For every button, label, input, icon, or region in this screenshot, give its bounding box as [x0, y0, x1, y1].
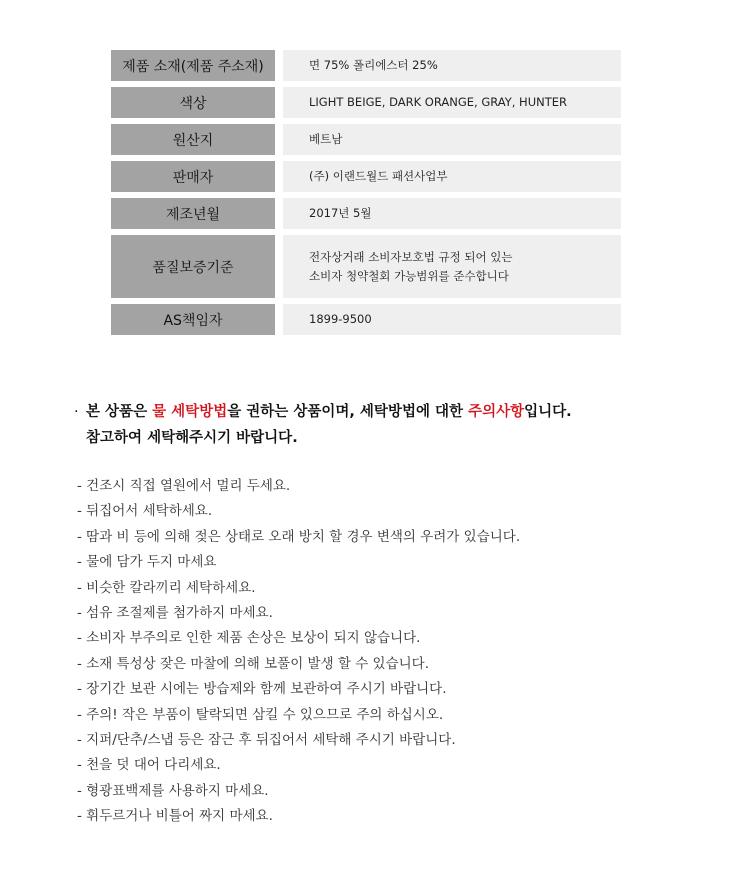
notice-headline-line-1 [74, 399, 694, 425]
notice-bullet: · [74, 404, 79, 420]
spec-value-line: 2017년 5월 [309, 206, 372, 220]
spec-row-as-contact [111, 304, 621, 335]
spec-row-material [111, 50, 621, 81]
notice-text: 입니다. [524, 404, 572, 420]
spec-value [283, 50, 621, 81]
washing-notice [74, 399, 694, 451]
spec-value [283, 161, 621, 192]
spec-label: 제조년월 [111, 198, 275, 229]
list-item: - 장기간 보관 시에는 방습제와 함께 보관하여 주시기 바랍니다. [77, 681, 447, 698]
list-item: - 주의! 작은 부품이 탈락되면 삼킬 수 있으므로 주의 하십시오. [77, 706, 444, 723]
list-item: - 땀과 비 등에 의해 젖은 상태로 오래 방치 할 경우 변색의 우려가 있습니다. [77, 528, 521, 545]
notice-highlight-caution: 주의사항 [468, 404, 525, 420]
spec-row-origin [111, 124, 621, 155]
list-item: - 지퍼/단추/스냅 등은 잠근 후 뒤집어서 세탁해 주시기 바랍니다. [77, 731, 456, 748]
notice-highlight-wash-method: 물 세탁방법 [152, 404, 228, 420]
list-item: - 물에 담가 두지 마세요 [77, 554, 217, 571]
list-item: - 섬유 조절제를 첨가하지 마세요. [77, 604, 273, 621]
notice-text: 본 상품은 [86, 404, 153, 420]
spec-value-line: 1899-9500 [309, 312, 372, 326]
spec-value [283, 235, 621, 298]
notice-headline-line-2: 참고하여 세탁해주시기 바랍니다. [86, 430, 298, 446]
spec-row-color [111, 87, 621, 118]
list-item: - 천을 덧 대어 다리세요. [77, 757, 221, 774]
list-item: - 소재 특성상 잦은 마찰에 의해 보풀이 발생 할 수 있습니다. [77, 655, 430, 672]
spec-value-line: (주) 이랜드월드 패션사업부 [309, 169, 448, 183]
spec-row-manufacture-date [111, 198, 621, 229]
spec-row-seller [111, 161, 621, 192]
spec-value [283, 124, 621, 155]
product-spec-table [111, 50, 621, 341]
spec-value [283, 304, 621, 335]
spec-label: 제품 소재(제품 주소재) [111, 50, 275, 81]
list-item: - 건조시 직접 열원에서 멀리 두세요. [77, 478, 291, 494]
spec-label: 품질보증기준 [111, 235, 275, 298]
spec-value-line: LIGHT BEIGE, DARK ORANGE, GRAY, HUNTER [309, 95, 568, 109]
list-item: - 소비자 부주의로 인한 제품 손상은 보상이 되지 않습니다. [77, 630, 421, 647]
list-item: - 비슷한 칼라끼리 세탁하세요. [77, 579, 256, 596]
list-item: - 형광표백제를 사용하지 마세요. [77, 782, 269, 799]
spec-value-line: 소비자 청약철회 가능범위를 준수합니다 [309, 268, 509, 283]
spec-value [283, 198, 621, 229]
spec-value-line: 면 75% 폴리에스터 25% [309, 58, 438, 72]
list-item: - 뒤집어서 세탁하세요. [77, 503, 213, 520]
notice-text: 을 권하는 상품이며, 세탁방법에 대한 [227, 404, 469, 420]
care-instructions-list [77, 474, 697, 829]
spec-label: AS책임자 [111, 304, 275, 335]
list-item: - 휘두르거나 비틀어 짜지 마세요. [77, 808, 273, 825]
spec-row-quality-standard [111, 235, 621, 298]
spec-value-line: 전자상거래 소비자보호법 규정 되어 있는 [309, 249, 513, 264]
spec-value [283, 87, 621, 118]
spec-value-line: 베트남 [309, 132, 343, 146]
spec-label: 색상 [111, 87, 275, 118]
spec-label: 원산지 [111, 124, 275, 155]
spec-label: 판매자 [111, 161, 275, 192]
